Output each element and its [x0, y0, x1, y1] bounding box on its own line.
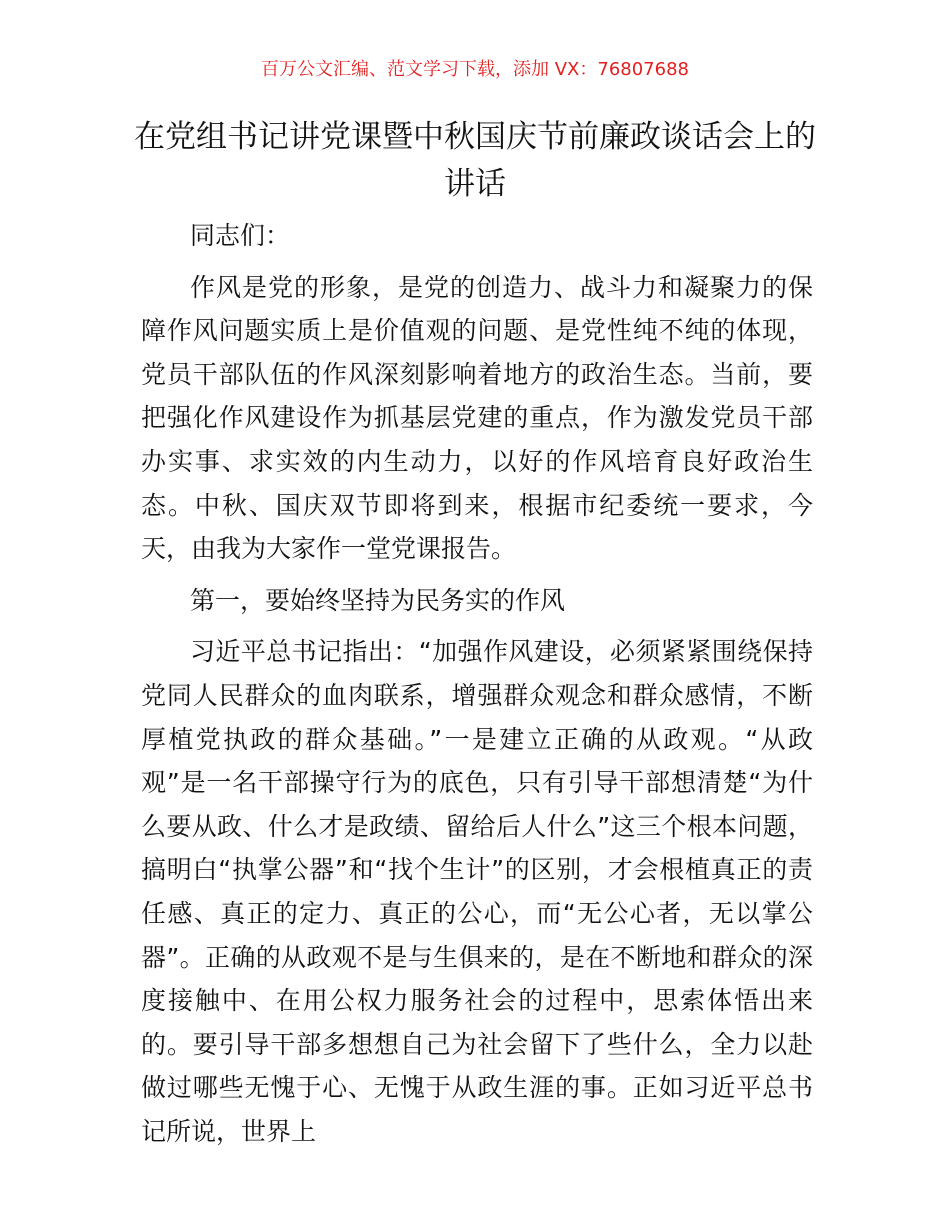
section-heading: 第一，要始终坚持为民务实的作风 — [190, 585, 566, 615]
document-body — [141, 214, 813, 1153]
salutation-paragraph: 同志们： — [190, 221, 291, 250]
intro-paragraph: 作风是党的形象，是党的创造力、战斗力和凝聚力的保障作风问题实质上是价值观的问题、是党性纯不纯的体现，党员干部队伍的作风深刻影响着地方的政治生态。当前，要把强化作风建设作为抓基层党建的重点，作为激发党员干部办实事、求实效的内生动力，以好的作风培育良好政治生态。中秋、国庆双节即将到来，根据市纪委统一要求，今天，由我为大家作一堂党课报告。 — [141, 272, 813, 564]
watermark-banner: 百万公文汇编、范文学习下载，添加 VX：76807688 — [261, 59, 689, 80]
section-paragraph: 习近平总书记指出：“加强作风建设，必须紧紧围绕保持党同人民群众的血肉联系，增强群众观念和群众感情，不断厚植党执政的群众基础。”一是建立正确的从政观。“从政观”是一名干部操守行为的底色，只有引导干部想清楚“为什么要从政、什么才是政绩、留给后人什么”这三个根本问题，搞明白“执掌公器”和“找个生计”的区别，才会根植真正的责任感、真正的定力、真正的公心，而“无公心者，无以掌公器”。正确的从政观不是与生俱来的，是在不断地和群众的深度接触中、在用公权力服务社会的过程中，思索体悟出来的。要引导干部多想想自己为社会留下了些什么，全力以赴做过哪些无愧于心、无愧于从政生涯的事。正如习近平总书记所说，世界上 — [141, 637, 813, 1146]
document-title: 在党组书记讲党课暨中秋国庆节前廉政谈话会上的讲话 — [134, 119, 816, 202]
